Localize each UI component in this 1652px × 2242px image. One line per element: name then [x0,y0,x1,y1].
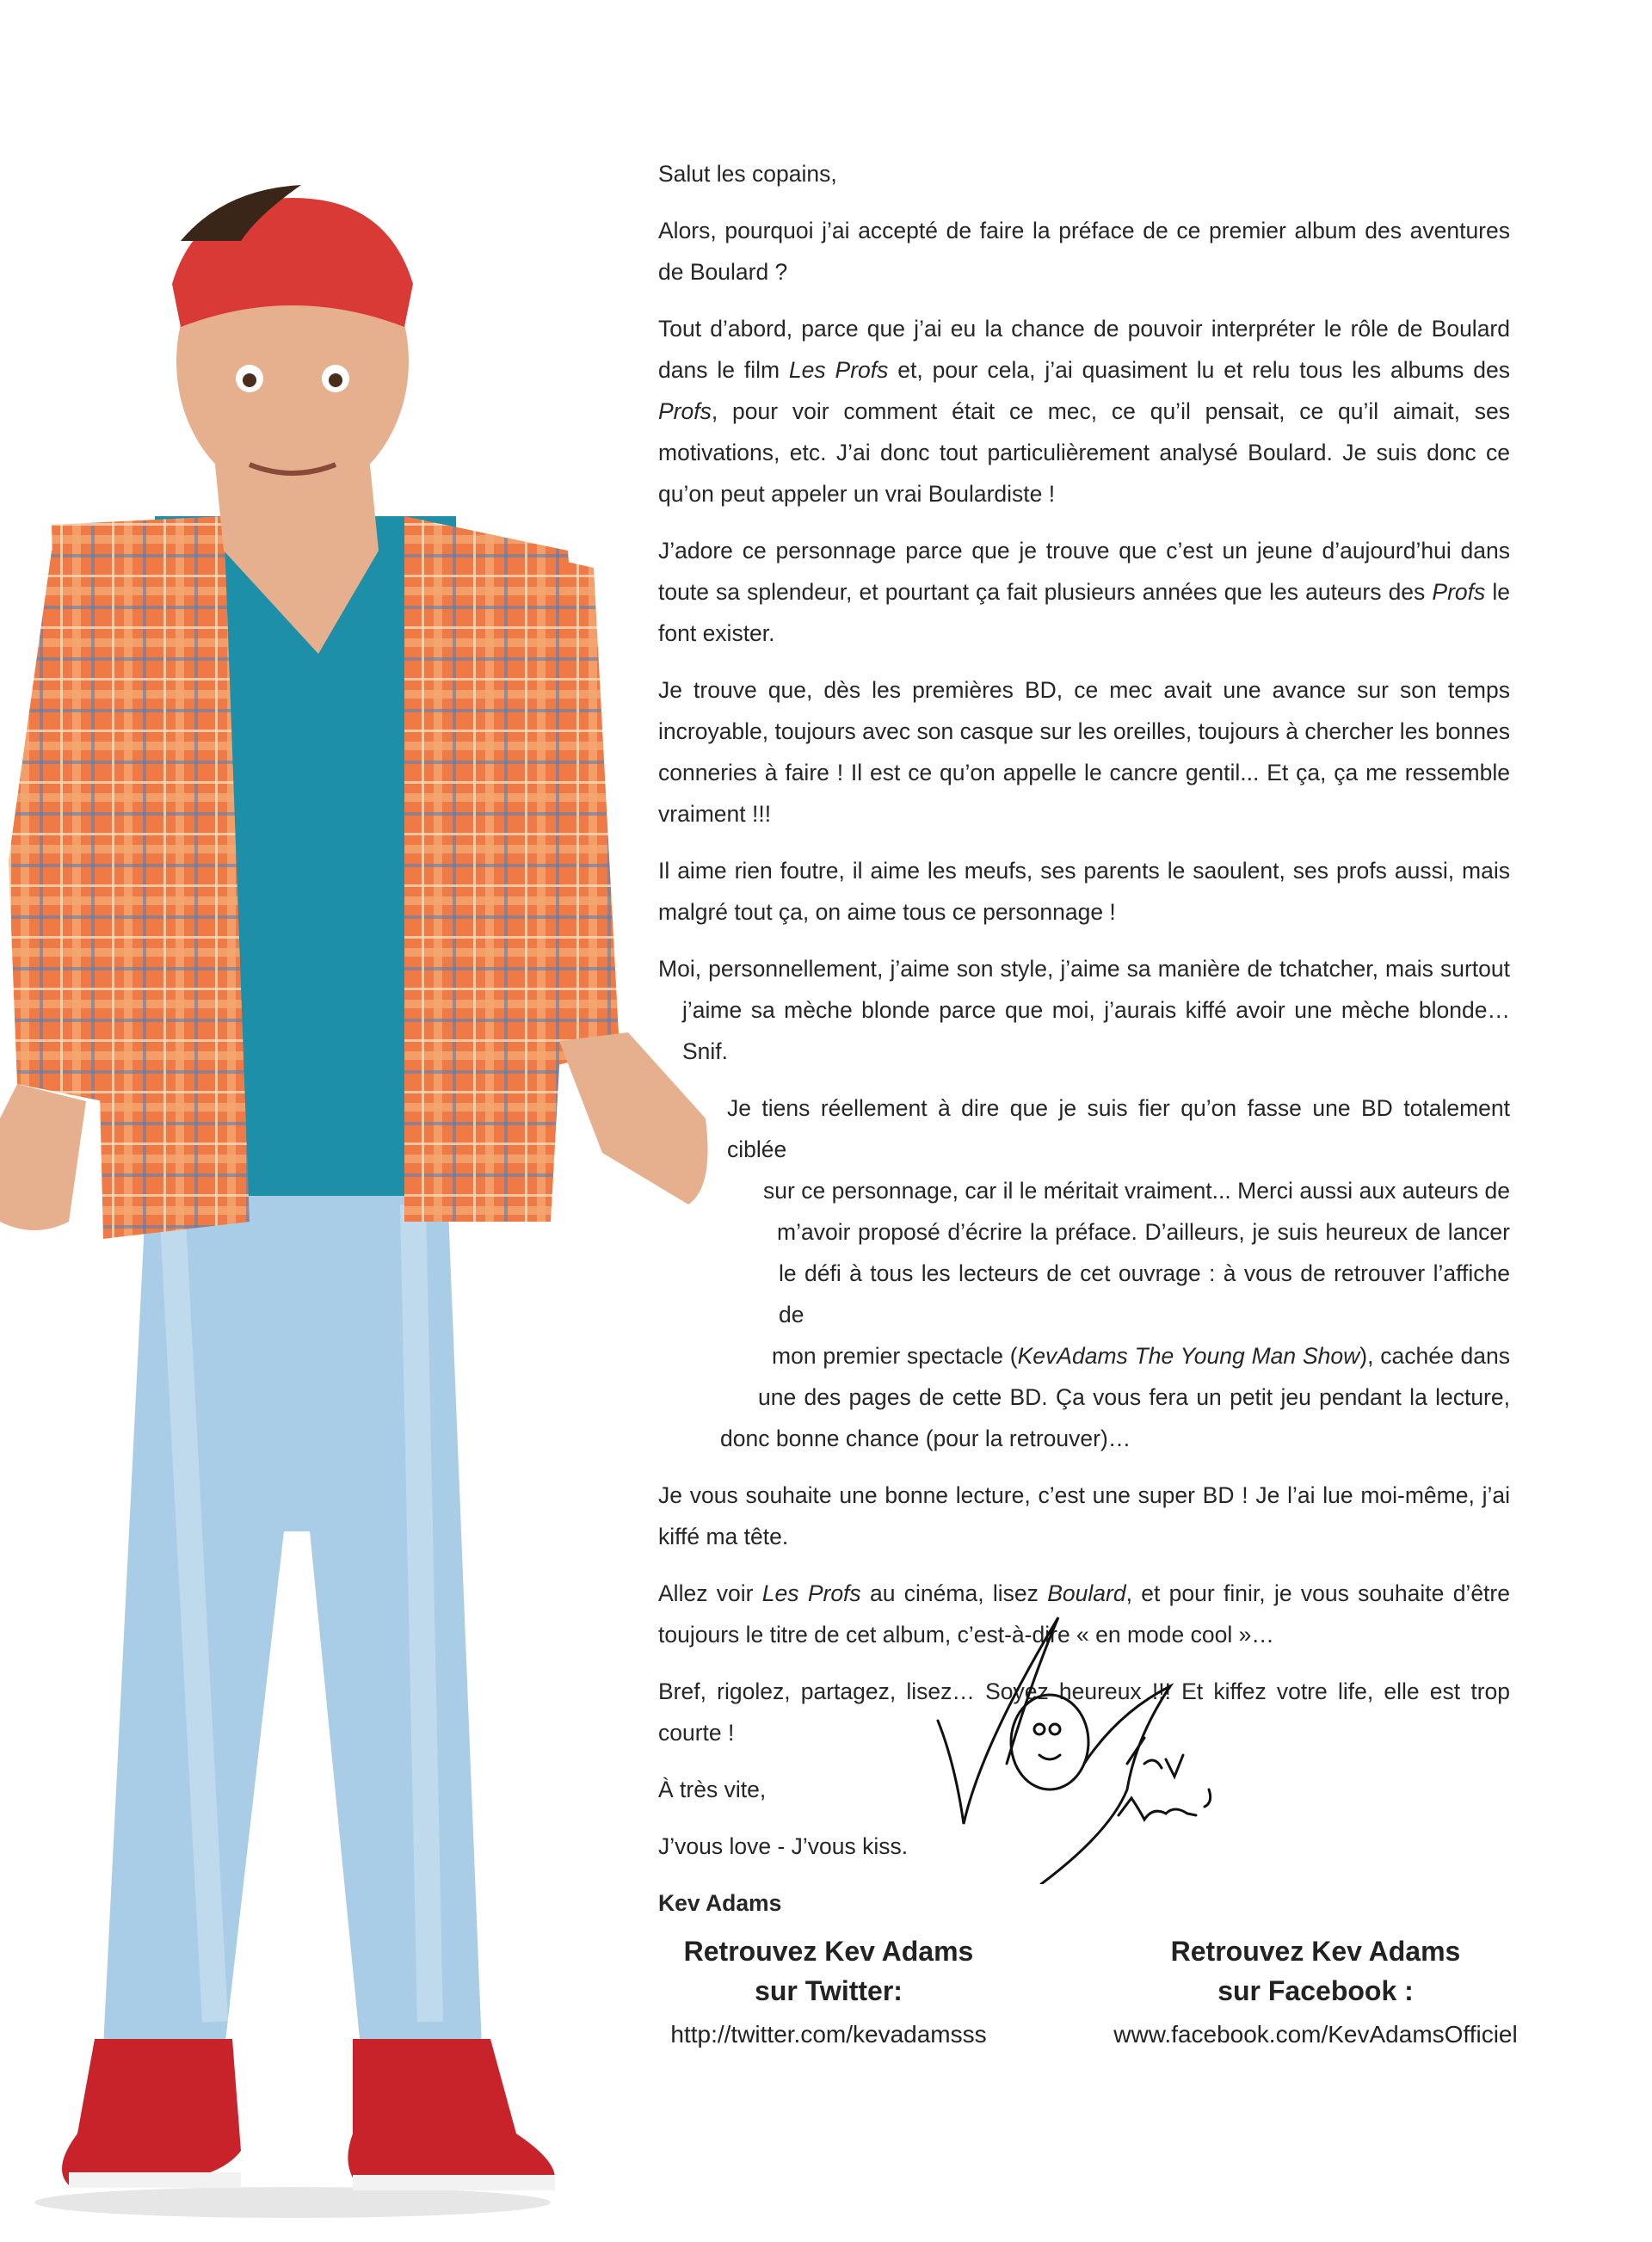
paragraph-9: Allez voir Les Profs au cinéma, lisez Boulard, et pour finir, je vous souhaite d’être toujours le titre de cet album, c’est-à-dire « en mode cool »… [658,1580,1510,1648]
paragraph-3: J’adore ce personnage parce que je trouve que c’est un jeune d’aujourd’hui dans toute sa splendeur, et pourtant ça fait plusieurs années que les auteurs des Profs le font exister. [658,538,1510,646]
paragraph-1: Alors, pourquoi j’ai accepté de faire la préface de ce premier album des aventures de Boulard ? [658,218,1510,285]
greeting: Salut les copains, [658,161,837,187]
twitter-title-line-2: sur Twitter: [755,1975,903,2006]
right-shoe [348,2039,555,2190]
twitter-url-link[interactable]: http://twitter.com/kevadamsss [670,2021,987,2048]
paragraph-2: Tout d’abord, parce que j’ai eu la chance de pouvoir interpréter le rôle de Boulard dans le film Les Profs et, pour cela, j’ai quasiment lu et relu tous les albums des Profs, pour voir comment était ce mec, ce qu’il pensait, ce qu’il aimait, ses motivations, etc. J’ai donc tout particulièrement analysé Boulard. Je suis donc ce qu’on peut appeler un vrai Boulardiste ! [658,316,1510,507]
paragraph-8: Je vous souhaite une bonne lecture, c’est une super BD ! Je l’ai lue moi-même, j’ai kiffé ma tête. [658,1482,1510,1549]
paragraph-7: Je tiens réellement à dire que je suis fier qu’on fasse une BD totalement ciblée sur ce personnage, car il le méritait vraiment... Merci aussi aux auteurs de m’avoir proposé d’écrire la préface. D’ailleurs, je suis heureux de lancer le défi à tous les lecteurs de cet ouvrage : à vous de retrouver l’affiche de mon premier spectacle (KevAdams The Young Man Show), cachée dans une des pages de cette BD. Ça vous fera un petit jeu pendant la lecture, donc bonne chance (pour la retrouver)… [720,1095,1510,1451]
closing-line-2: J’vous love - J’vous kiss. [658,1833,909,1859]
left-shoe [62,2039,241,2185]
facebook-url-link[interactable]: www.facebook.com/KevAdamsOfficiel [1113,2021,1518,2048]
twitter-title-line-1: Retrouvez Kev Adams [683,1936,974,1967]
facebook-block [1092,1931,1539,2054]
twitter-block [605,1931,1052,2054]
signature-name: Kev Adams [658,1890,782,1916]
closing-line-1: À très vite, [658,1777,767,1802]
facebook-title-line-2: sur Facebook : [1217,1975,1414,2006]
facebook-title-line-1: Retrouvez Kev Adams [1170,1936,1461,1967]
paragraph-4: Je trouve que, dès les premières BD, ce mec avait une avance sur son temps incroyable, toujours avec son casque sur les oreilles, toujours à chercher les bonnes conneries à faire ! Il est ce qu’on appelle le cancre gentil... Et ça, ça me ressemble vraiment !!! [658,677,1510,827]
floor-shadow [34,2187,551,2218]
paragraph-6: Moi, personnellement, j’aime son style, j’aime sa manière de tchatcher, mais surtout j’aime sa mèche blonde parce que moi, j’aurais kiffé avoir une mèche blonde… Snif. [658,956,1510,1064]
paragraph-10: Bref, rigolez, partagez, lisez… Soyez heureux !!! Et kiffez votre life, elle est trop courte ! [658,1678,1510,1746]
paragraph-5: Il aime rien foutre, il aime les meufs, ses parents le saoulent, ses profs aussi, mais malgré tout ça, on aime tous ce personnage ! [658,858,1510,925]
handwritten-signature [929,1592,1222,1884]
